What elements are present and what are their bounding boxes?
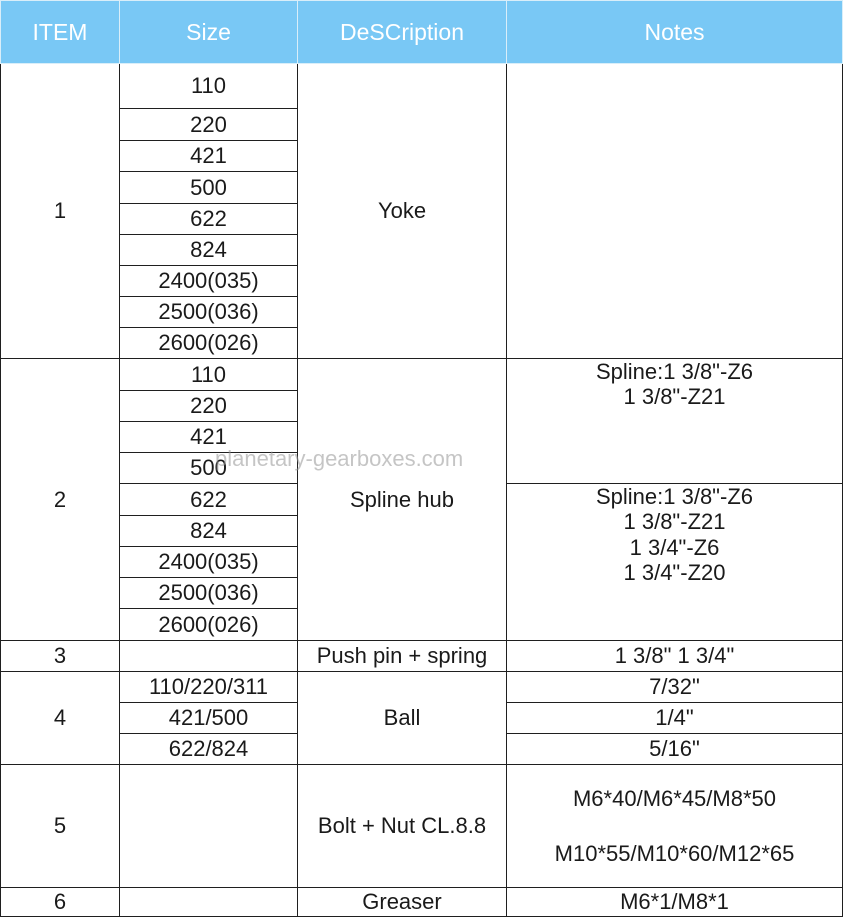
size-cell: 110 <box>120 359 298 391</box>
table-row <box>1 641 843 672</box>
item-number: 5 <box>1 765 120 888</box>
notes-cell <box>507 64 843 359</box>
note-line: Spline:1 3/8"-Z6 <box>595 484 753 509</box>
item-number: 4 <box>1 672 120 765</box>
item-number: 2 <box>1 359 120 641</box>
size-cell: 421 <box>120 422 298 453</box>
size-cell: 2600(026) <box>120 609 298 641</box>
size-cell: 110 <box>120 64 298 109</box>
size-cell: 421 <box>120 141 298 172</box>
description-cell: Yoke <box>298 64 507 359</box>
item-number: 1 <box>1 64 120 359</box>
item-number: 6 <box>1 888 120 917</box>
size-cell: 500 <box>120 172 298 204</box>
table-row <box>1 888 843 917</box>
size-cell: 824 <box>120 235 298 266</box>
size-cell: 2500(036) <box>120 578 298 609</box>
size-cell: 500 <box>120 453 298 484</box>
size-cell: 622 <box>120 484 298 516</box>
item-number: 3 <box>1 641 120 672</box>
header-notes: Notes <box>507 1 843 64</box>
description-cell: Greaser <box>298 888 507 917</box>
size-cell: 220 <box>120 109 298 141</box>
note-line: Spline:1 3/8"-Z6 <box>595 359 753 384</box>
description-cell: Bolt + Nut CL.8.8 <box>298 765 507 888</box>
size-cell <box>120 888 298 917</box>
watermark-text: planetary-gearboxes.com <box>215 446 464 471</box>
size-cell: 2400(035) <box>120 266 298 297</box>
header-size: Size <box>120 1 298 64</box>
notes-cell <box>507 484 843 641</box>
note-line: M10*55/M10*60/M12*65 <box>554 841 795 866</box>
size-cell <box>120 765 298 888</box>
size-cell: 2400(035) <box>120 547 298 578</box>
note-line: M6*40/M6*45/M8*50 <box>572 785 776 811</box>
size-cell: 421/500 <box>120 703 298 734</box>
header-item: ITEM <box>1 1 120 64</box>
note-line: 1 3/8"-Z21 <box>623 509 726 535</box>
size-cell: 2600(026) <box>120 328 298 359</box>
header-description: DeSCription <box>298 1 507 64</box>
table-row <box>1 64 843 109</box>
table-row <box>1 672 843 703</box>
notes-cell: M6*1/M8*1 <box>507 888 843 917</box>
size-cell: 2500(036) <box>120 297 298 328</box>
table-row <box>1 765 843 888</box>
notes-cell: 5/16" <box>507 734 843 765</box>
size-cell: 110/220/311 <box>120 672 298 703</box>
notes-cell <box>507 359 843 484</box>
description-cell: Spline hub <box>298 359 507 641</box>
size-cell: 824 <box>120 516 298 547</box>
size-cell: 220 <box>120 391 298 422</box>
notes-cell: 1 3/8" 1 3/4" <box>507 641 843 672</box>
note-line: 1 3/8"-Z21 <box>623 384 726 410</box>
description-cell: Push pin + spring <box>298 641 507 672</box>
note-spacer <box>507 811 842 841</box>
notes-cell: 7/32" <box>507 672 843 703</box>
size-cell <box>120 641 298 672</box>
notes-cell: 1/4" <box>507 703 843 734</box>
notes-cell <box>507 765 843 888</box>
size-cell: 622/824 <box>120 734 298 765</box>
header-row <box>1 1 843 64</box>
note-line: 1 3/4"-Z20 <box>623 559 726 585</box>
note-line: 1 3/4"-Z6 <box>629 534 720 560</box>
table-row <box>1 359 843 391</box>
description-cell: Ball <box>298 672 507 765</box>
size-cell: 622 <box>120 204 298 235</box>
